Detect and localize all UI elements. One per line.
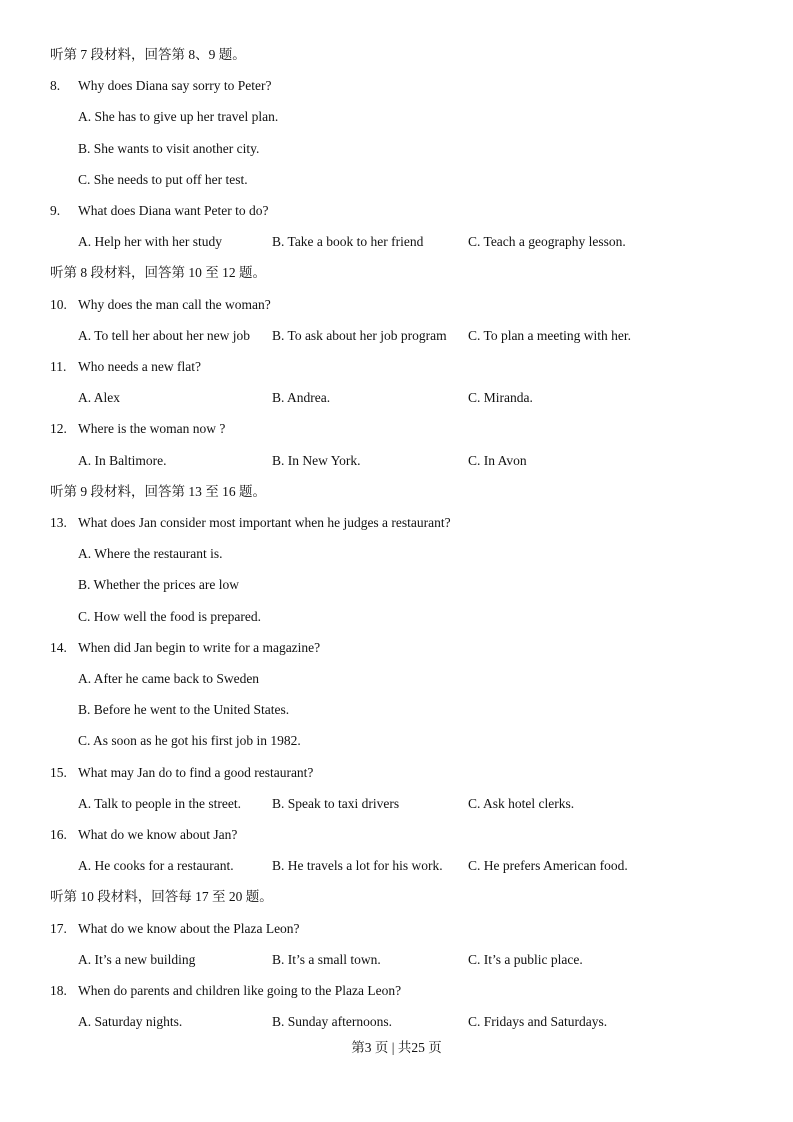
question-text: Who needs a new flat?	[78, 359, 201, 374]
section-heading: 听第 7 段材料，回答第 8、9 题。	[50, 47, 246, 62]
answer-option: C. She needs to put off her test.	[78, 172, 248, 187]
question-text: When do parents and children like going to the Plaza Leon?	[78, 983, 402, 998]
answer-option: C. As soon as he got his first job in 1982.	[78, 733, 301, 748]
answer-option: A. After he came back to Sweden	[78, 671, 260, 686]
question-text: What do we know about the Plaza Leon?	[78, 921, 300, 936]
answer-option: A. Where the restaurant is.	[78, 546, 223, 561]
answer-option: C. He prefers American food.	[468, 858, 628, 873]
answer-option: A. Help her with her study	[78, 234, 222, 249]
answer-option: C. Teach a geography lesson.	[468, 234, 626, 249]
question-number: 9.	[50, 203, 61, 218]
answer-option: C. In Avon	[468, 453, 527, 468]
section-heading: 听第 10 段材料，回答每 17 至 20 题。	[50, 889, 273, 904]
answer-option: A. She has to give up her travel plan.	[78, 109, 279, 124]
question-number: 18.	[50, 983, 67, 998]
answer-option: C. It’s a public place.	[468, 952, 583, 967]
answer-option: C. Miranda.	[468, 390, 533, 405]
question-number: 12.	[50, 421, 67, 436]
answer-option: B. Speak to taxi drivers	[272, 796, 400, 811]
answer-option: C. Ask hotel clerks.	[468, 796, 575, 811]
answer-option: B. Take a book to her friend	[272, 234, 424, 249]
question-number: 11.	[50, 359, 67, 374]
answer-option: B. Before he went to the United States.	[78, 702, 290, 717]
question-number: 17.	[50, 921, 67, 936]
answer-option: C. Fridays and Saturdays.	[468, 1014, 608, 1029]
section-heading: 听第 9 段材料，回答第 13 至 16 题。	[50, 484, 266, 499]
question-text: What may Jan do to find a good restaurant?	[78, 765, 314, 780]
answer-option: A. Alex	[78, 390, 120, 405]
question-text: When did Jan begin to write for a magazine?	[78, 640, 321, 655]
question-number: 16.	[50, 827, 67, 842]
answer-option: B. To ask about her job program	[272, 328, 447, 343]
answer-option: A. Talk to people in the street.	[78, 796, 242, 811]
answer-option: B. In New York.	[272, 453, 361, 468]
question-text: What does Jan consider most important when he judges a restaurant?	[78, 515, 451, 530]
question-text: What do we know about Jan?	[78, 827, 238, 842]
question-text: What does Diana want Peter to do?	[78, 203, 269, 218]
question-number: 10.	[50, 297, 67, 312]
answer-option: A. Saturday nights.	[78, 1014, 183, 1029]
answer-option: B. Whether the prices are low	[78, 577, 239, 592]
answer-option: B. He travels a lot for his work.	[272, 858, 443, 873]
answer-option: C. To plan a meeting with her.	[468, 328, 632, 343]
answer-option: A. He cooks for a restaurant.	[78, 858, 234, 873]
page-footer: 第3 页 | 共25 页	[351, 1040, 442, 1055]
answer-option: B. It’s a small town.	[272, 952, 381, 967]
question-number: 15.	[50, 765, 67, 780]
answer-option: B. She wants to visit another city.	[78, 141, 260, 156]
question-number: 13.	[50, 515, 67, 530]
answer-option: A. In Baltimore.	[78, 453, 167, 468]
question-text: Where is the woman now ?	[78, 421, 226, 436]
question-text: Why does Diana say sorry to Peter?	[78, 78, 272, 93]
section-heading: 听第 8 段材料，回答第 10 至 12 题。	[50, 265, 266, 280]
answer-option: B. Andrea.	[272, 390, 331, 405]
answer-option: A. It’s a new building	[78, 952, 196, 967]
answer-option: A. To tell her about her new job	[78, 328, 251, 343]
answer-option: C. How well the food is prepared.	[78, 609, 261, 624]
question-text: Why does the man call the woman?	[78, 297, 271, 312]
question-number: 14.	[50, 640, 67, 655]
question-number: 8.	[50, 78, 61, 93]
answer-option: B. Sunday afternoons.	[272, 1014, 392, 1029]
